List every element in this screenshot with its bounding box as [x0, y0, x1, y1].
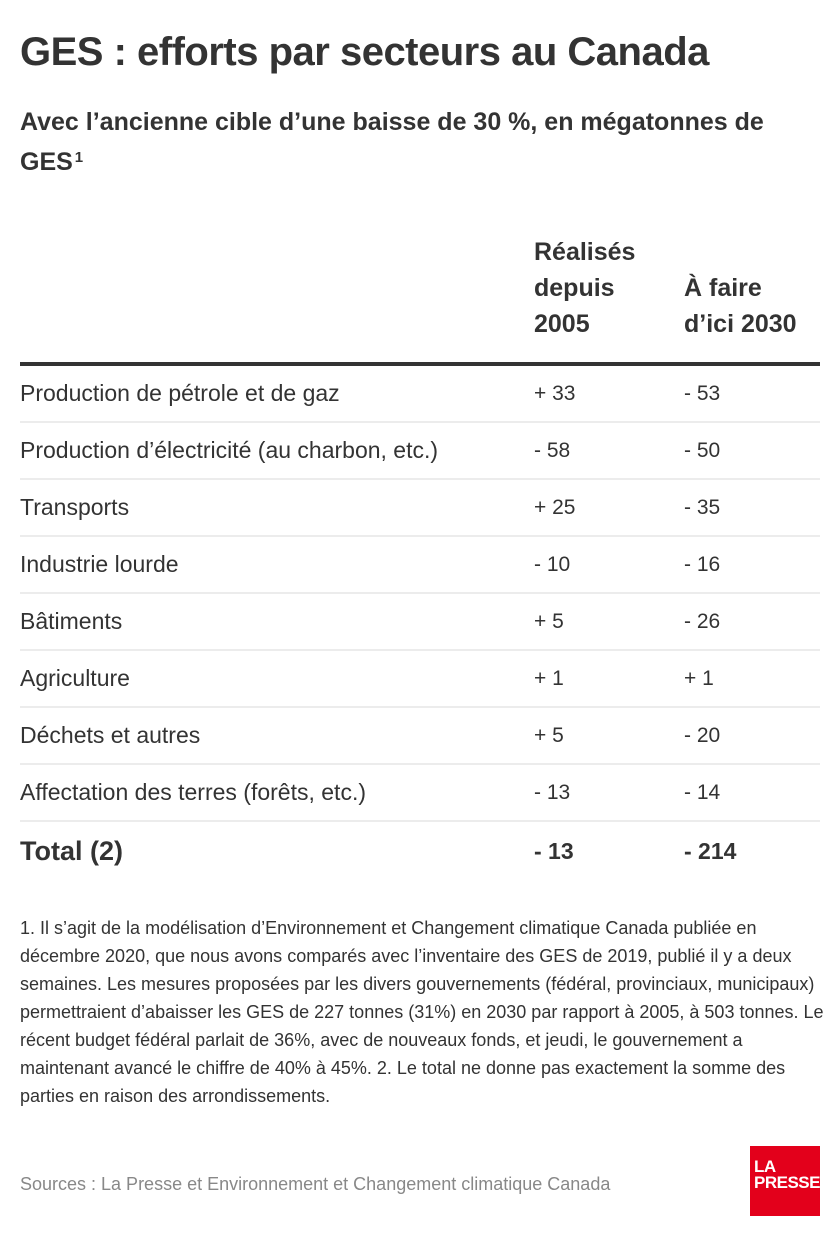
- column-header-realises: Réalisés depuis 2005: [534, 238, 636, 338]
- row-a-faire: - 20: [684, 724, 721, 747]
- logo-line-2: PRESSE: [754, 1173, 820, 1192]
- row-a-faire: - 14: [684, 781, 721, 804]
- row-label: Déchets et autres: [20, 722, 201, 748]
- row-realises: + 1: [534, 667, 564, 690]
- row-realises: + 33: [534, 382, 576, 405]
- data-table: [20, 236, 820, 880]
- table-row: [20, 594, 820, 651]
- row-realises: - 58: [534, 439, 571, 462]
- row-realises: - 10: [534, 553, 571, 576]
- total-label: Total (2): [20, 836, 123, 866]
- row-realises: + 5: [534, 610, 564, 633]
- row-label: Transports: [20, 494, 130, 520]
- table-row: [20, 423, 820, 480]
- subtitle-text: Avec l’ancienne cible d’une baisse de 30 %, en mégatonnes de GES: [20, 108, 764, 176]
- table-row-total: [20, 822, 820, 880]
- row-label: Agriculture: [20, 665, 130, 691]
- row-a-faire: - 50: [684, 439, 721, 462]
- footnote: 1. Il s’agit de la modélisation d’Environnement et Changement climatique Canada publiée en décembre 2020, que nous avons comparés avec l’inventaire des GES de 2019, publié il y a deux semaines. Les mesures proposées par les divers gouvernements (fédéral, provinciaux, municipaux) permettraient d’abaisser les GES de 227 tonnes (31%) en 2030 par rapport à 2005, à 503 tonnes. Le récent budget fédéral parlait de 36%, avec de nouveaux fonds, et jeudi, le gouvernement a maintenant avancé le chiffre de 40% à 45%. 2. Le total ne donne pas exactement la somme des parties en raison des arrondissements.: [20, 918, 824, 1106]
- row-a-faire: - 53: [684, 382, 721, 405]
- row-label: Industrie lourde: [20, 551, 179, 577]
- row-a-faire: - 16: [684, 553, 721, 576]
- row-realises: + 5: [534, 724, 564, 747]
- table-row: [20, 480, 820, 537]
- row-label: Affectation des terres (forêts, etc.): [20, 779, 366, 805]
- sources: Sources : La Presse et Environnement et Changement climatique Canada: [20, 1174, 611, 1194]
- chart-title: GES : efforts par secteurs au Canada: [20, 30, 709, 74]
- total-realises: - 13: [534, 838, 574, 864]
- row-a-faire: + 1: [684, 667, 714, 690]
- column-header-a-faire: À faire d’ici 2030: [684, 274, 797, 338]
- table-row: [20, 366, 820, 423]
- table-row: [20, 765, 820, 822]
- table-header: [20, 236, 820, 366]
- row-a-faire: - 35: [684, 496, 721, 519]
- table-row: [20, 708, 820, 765]
- la-presse-logo: [750, 1146, 820, 1216]
- table-row: [20, 651, 820, 708]
- table-body: [20, 366, 820, 822]
- row-realises: - 13: [534, 781, 571, 804]
- total-a-faire: - 214: [684, 838, 737, 864]
- logo-line-1: LA: [754, 1157, 776, 1176]
- row-label: Production d’électricité (au charbon, etc.): [20, 437, 439, 463]
- row-a-faire: - 26: [684, 610, 721, 633]
- row-label: Production de pétrole et de gaz: [20, 380, 340, 406]
- table-row: [20, 537, 820, 594]
- footnote-marker: 1: [74, 149, 84, 166]
- row-realises: + 25: [534, 496, 576, 519]
- row-label: Bâtiments: [20, 608, 123, 634]
- chart-subtitle: [20, 102, 800, 182]
